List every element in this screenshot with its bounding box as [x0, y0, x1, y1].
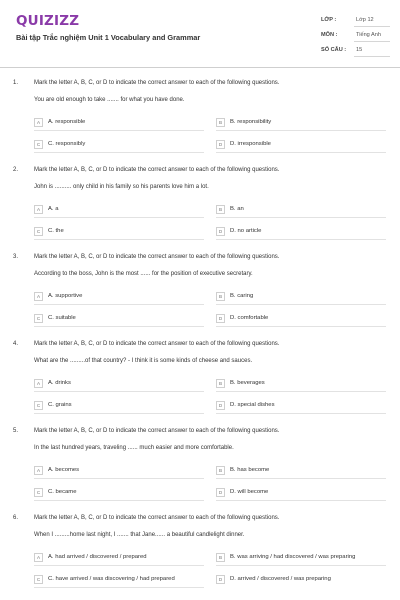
question-number: 5. — [13, 428, 19, 434]
option-divider — [34, 500, 204, 501]
option-divider — [34, 565, 204, 566]
option-divider — [216, 304, 386, 305]
subject-label: MÔN : — [321, 32, 338, 38]
question-count-value: 15 — [356, 47, 363, 53]
option-divider — [34, 326, 204, 327]
question-instruction: Mark the letter A, B, C, or D to indicate the correct answer to each of the following questions. — [34, 80, 280, 86]
option-b[interactable] — [216, 291, 253, 301]
question-1 — [0, 80, 400, 167]
option-divider — [34, 587, 204, 588]
question-instruction: Mark the letter A, B, C, or D to indicate the correct answer to each of the following questions. — [34, 515, 280, 521]
option-letter-box: D — [216, 575, 225, 584]
option-d[interactable] — [216, 226, 261, 236]
meta-underline — [354, 26, 390, 27]
option-text: C. the — [48, 228, 64, 234]
option-divider — [216, 130, 386, 131]
option-letter-box: A — [34, 379, 43, 388]
option-c[interactable] — [34, 487, 76, 497]
option-d[interactable] — [216, 400, 275, 410]
option-text: C. have arrived / was discovering / had prepared — [48, 576, 175, 582]
question-number: 2. — [13, 167, 19, 173]
option-a[interactable] — [34, 204, 58, 214]
question-number: 4. — [13, 341, 19, 347]
question-number: 1. — [13, 80, 19, 86]
option-text: A. responsible — [48, 119, 86, 125]
option-letter-box: A — [34, 118, 43, 127]
header-divider — [0, 67, 400, 68]
option-divider — [216, 217, 386, 218]
option-b[interactable] — [216, 465, 269, 475]
option-text: B. beverages — [230, 380, 265, 386]
question-5 — [0, 428, 400, 515]
option-c[interactable] — [34, 400, 72, 410]
question-text: When I .........home last night, I ....... that Jane...... a beautiful candlelight dinner. — [34, 532, 245, 538]
subject-value: Tiếng Anh — [356, 32, 381, 38]
option-d[interactable] — [216, 487, 268, 497]
option-c[interactable] — [34, 313, 76, 323]
option-divider — [34, 217, 204, 218]
option-b[interactable] — [216, 378, 265, 388]
option-letter-box: D — [216, 401, 225, 410]
option-divider — [216, 326, 386, 327]
option-letter-box: B — [216, 553, 225, 562]
option-a[interactable] — [34, 117, 85, 127]
option-letter-box: C — [34, 227, 43, 236]
option-text: C. responsibly — [48, 141, 86, 147]
question-text: What are the .........of that country? - I think it is some kinds of cheese and sauces. — [34, 358, 253, 364]
option-c[interactable] — [34, 226, 64, 236]
option-text: B. has become — [230, 467, 270, 473]
question-text: According to the boss, John is the most ...... for the position of executive secretary. — [34, 271, 253, 277]
option-a[interactable] — [34, 378, 71, 388]
option-letter-box: B — [216, 118, 225, 127]
option-c[interactable] — [34, 139, 85, 149]
option-divider — [34, 478, 204, 479]
option-b[interactable] — [216, 117, 271, 127]
question-number: 6. — [13, 515, 19, 521]
option-text: D. arrived / discovered / was preparing — [230, 576, 331, 582]
option-divider — [34, 130, 204, 131]
option-letter-box: B — [216, 205, 225, 214]
option-c[interactable] — [34, 574, 175, 584]
option-letter-box: C — [34, 575, 43, 584]
option-text: B. caring — [230, 293, 254, 299]
option-divider — [34, 239, 204, 240]
question-2 — [0, 167, 400, 254]
grade-value: Lớp 12 — [356, 17, 374, 23]
meta-underline — [354, 56, 390, 57]
question-3 — [0, 254, 400, 341]
option-letter-box: A — [34, 205, 43, 214]
option-b[interactable] — [216, 552, 355, 562]
question-text: John is .......... only child in his family so his parents love him a lot. — [34, 184, 209, 190]
question-instruction: Mark the letter A, B, C, or D to indicate the correct answer to each of the following questions. — [34, 428, 280, 434]
option-letter-box: B — [216, 466, 225, 475]
option-text: D. irresponsible — [230, 141, 271, 147]
option-letter-box: C — [34, 314, 43, 323]
question-text: You are old enough to take ....... for what you have done. — [34, 97, 185, 103]
worksheet-title: Bài tập Trắc nghiệm Unit 1 Vocabulary and Grammar — [16, 33, 201, 42]
option-letter-box: B — [216, 292, 225, 301]
option-letter-box: C — [34, 140, 43, 149]
question-instruction: Mark the letter A, B, C, or D to indicate the correct answer to each of the following questions. — [34, 254, 280, 260]
question-6 — [0, 515, 400, 600]
option-text: A. a — [48, 206, 59, 212]
question-number: 3. — [13, 254, 19, 260]
option-divider — [34, 391, 204, 392]
option-divider — [216, 152, 386, 153]
grade-label: LỚP : — [321, 17, 337, 23]
option-letter-box: C — [34, 488, 43, 497]
option-divider — [216, 478, 386, 479]
option-text: D. special dishes — [230, 402, 275, 408]
option-divider — [34, 152, 204, 153]
question-count-label: SỐ CÂU : — [321, 47, 347, 53]
option-text: B. an — [230, 206, 244, 212]
option-text: B. responsibility — [230, 119, 272, 125]
option-a[interactable] — [34, 465, 79, 475]
option-divider — [216, 413, 386, 414]
question-4 — [0, 341, 400, 428]
option-d[interactable] — [216, 313, 268, 323]
option-letter-box: D — [216, 140, 225, 149]
option-divider — [216, 500, 386, 501]
option-divider — [216, 565, 386, 566]
option-text: A. had arrived / discovered / prepared — [48, 554, 147, 560]
option-text: A. drinks — [48, 380, 71, 386]
option-divider — [216, 391, 386, 392]
option-divider — [34, 304, 204, 305]
option-letter-box: A — [34, 553, 43, 562]
option-d[interactable] — [216, 139, 271, 149]
question-instruction: Mark the letter A, B, C, or D to indicate the correct answer to each of the following questions. — [34, 341, 280, 347]
option-letter-box: B — [216, 379, 225, 388]
option-text: A. becomes — [48, 467, 80, 473]
option-text: C. grains — [48, 402, 72, 408]
option-a[interactable] — [34, 291, 82, 301]
option-text: D. comfortable — [230, 315, 269, 321]
option-divider — [216, 239, 386, 240]
meta-underline — [354, 41, 390, 42]
option-letter-box: D — [216, 314, 225, 323]
option-text: D. no article — [230, 228, 262, 234]
option-text: D. will become — [230, 489, 269, 495]
option-letter-box: D — [216, 227, 225, 236]
option-letter-box: D — [216, 488, 225, 497]
option-text: C. became — [48, 489, 77, 495]
option-letter-box: C — [34, 401, 43, 410]
quizizz-logo[interactable]: QUIZIZZ — [16, 13, 80, 29]
option-text: B. was arriving / had discovered / was preparing — [230, 554, 356, 560]
option-letter-box: A — [34, 292, 43, 301]
option-a[interactable] — [34, 552, 147, 562]
option-text: A. supportive — [48, 293, 83, 299]
worksheet-header — [0, 0, 400, 68]
question-instruction: Mark the letter A, B, C, or D to indicate the correct answer to each of the following questions. — [34, 167, 280, 173]
option-d[interactable] — [216, 574, 331, 584]
option-text: C. suitable — [48, 315, 76, 321]
option-letter-box: A — [34, 466, 43, 475]
option-b[interactable] — [216, 204, 244, 214]
option-divider — [34, 413, 204, 414]
question-text: In the last hundred years, traveling ...... much easier and more comfortable. — [34, 445, 234, 451]
